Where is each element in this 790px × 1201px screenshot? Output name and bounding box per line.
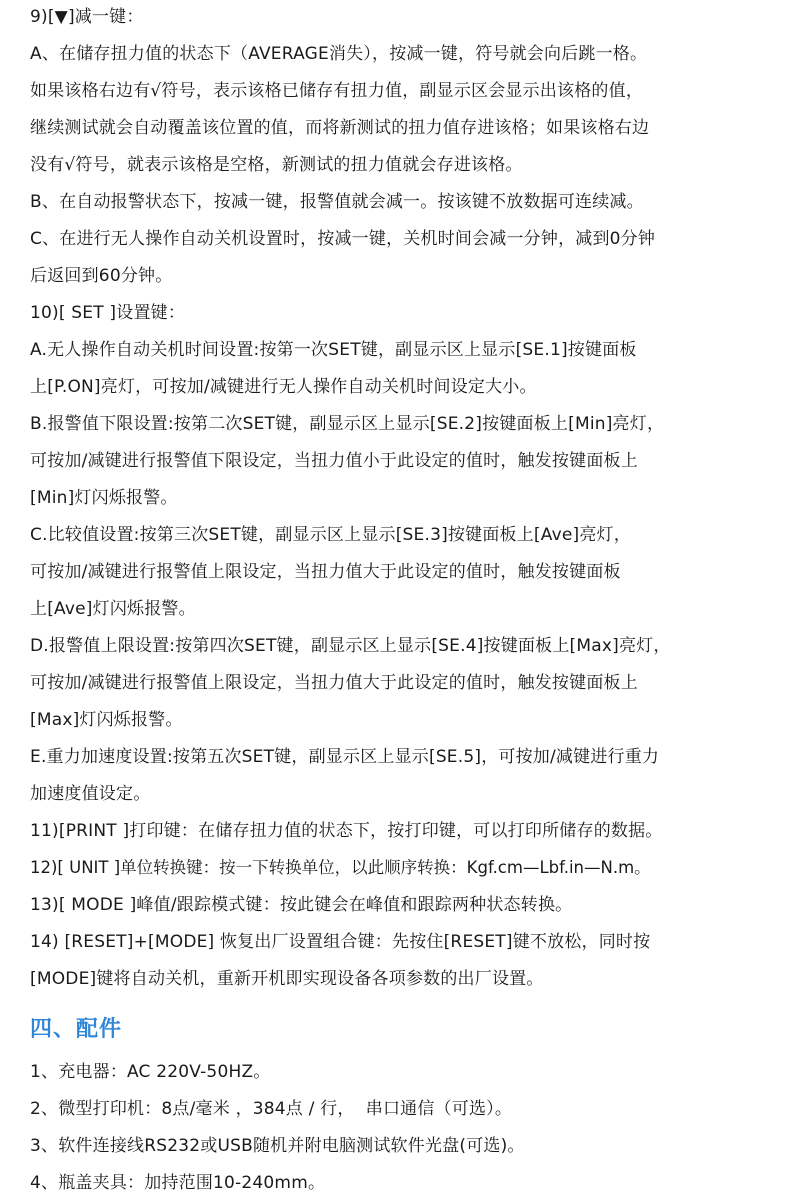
text-line: 加速度值设定。	[30, 784, 151, 804]
accessory-item: 1、充电器：AC 220V-50HZ。	[30, 1062, 271, 1082]
text-line: 上[Ave]灯闪烁报警。	[30, 599, 196, 619]
text-line: A.无人操作自动关机时间设置:按第一次SET键，副显示区上显示[SE.1]按键面板	[30, 340, 637, 360]
text-line: E.重力加速度设置:按第五次SET键，副显示区上显示[SE.5]，可按加/减键进行重力	[30, 747, 660, 767]
text-line: 没有√符号，就表示该格是空格，新测试的扭力值就会存进该格。	[30, 155, 523, 175]
text-line: A、在储存扭力值的状态下（AVERAGE消失），按减一键，符号就会向后跳一格。	[30, 44, 648, 64]
text-line: 13)[ MODE ]峰值/跟踪模式键：按此键会在峰值和跟踪两种状态转换。	[30, 895, 573, 915]
text-line: C、在进行无人操作自动关机设置时，按减一键，关机时间会减一分钟，减到0分钟	[30, 229, 656, 249]
text-line: [MODE]键将自动关机，重新开机即实现设备各项参数的出厂设置。	[30, 969, 544, 989]
text-line: C.比较值设置:按第三次SET键，副显示区上显示[SE.3]按键面板上[Ave]亮灯，	[30, 525, 631, 545]
accessory-item: 3、软件连接线RS232或USB随机并附电脑测试软件光盘(可选)。	[30, 1136, 525, 1156]
text-line: D.报警值上限设置:按第四次SET键，副显示区上显示[SE.4]按键面板上[Max]亮灯，	[30, 636, 671, 656]
text-line: 12)[ UNIT ]单位转换键：按一下转换单位，以此顺序转换：Kgf.cm—Lbf.in—N.m。	[30, 858, 651, 877]
text-line: B、在自动报警状态下，按减一键，报警值就会减一。按该键不放数据可连续减。	[30, 192, 644, 212]
text-line: [Min]灯闪烁报警。	[30, 488, 178, 508]
text-line: 上[P.ON]亮灯，可按加/减键进行无人操作自动关机时间设定大小。	[30, 377, 537, 397]
text-line: 可按加/减键进行报警值下限设定，当扭力值小于此设定的值时，触发按键面板上	[30, 451, 638, 471]
text-line: 如果该格右边有√符号，表示该格已储存有扭力值，副显示区会显示出该格的值，	[30, 81, 644, 101]
text-line: 继续测试就会自动覆盖该位置的值，而将新测试的扭力值存进该格；如果该格右边	[30, 118, 650, 138]
text-line: 9)[▼]减一键：	[30, 7, 144, 27]
section-heading-accessories: 四、配件	[30, 1017, 123, 1042]
text-line: 可按加/减键进行报警值上限设定，当扭力值大于此设定的值时，触发按键面板	[30, 562, 621, 582]
text-line: 可按加/减键进行报警值上限设定，当扭力值大于此设定的值时，触发按键面板上	[30, 673, 638, 693]
text-line: 后返回到60分钟。	[30, 266, 173, 286]
text-line: [Max]灯闪烁报警。	[30, 710, 183, 730]
text-line: 11)[PRINT ]打印键：在储存扭力值的状态下，按打印键，可以打印所储存的数据。	[30, 821, 663, 841]
text-line: 14) [RESET]+[MODE] 恢复出厂设置组合键：先按住[RESET]键不放松，同时按	[30, 932, 651, 952]
text-line: 10)[ SET ]设置键：	[30, 303, 186, 323]
text-line: B.报警值下限设置:按第二次SET键，副显示区上显示[SE.2]按键面板上[Min]亮灯，	[30, 414, 665, 434]
accessory-item: 2、微型打印机：8点/毫米 ，384点 / 行， 串口通信（可选）。	[30, 1099, 513, 1119]
accessory-item: 4、瓶盖夹具：加持范围10-240mm。	[30, 1173, 326, 1193]
